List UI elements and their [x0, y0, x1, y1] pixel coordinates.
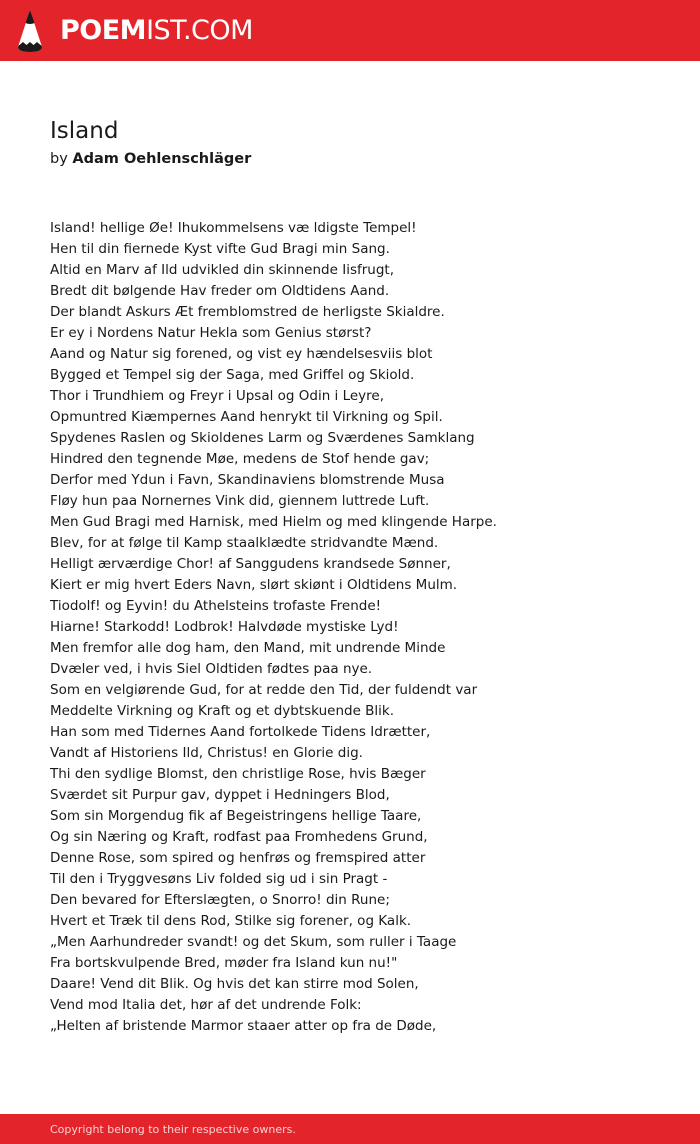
poem-line: Opmuntred Kiæmpernes Aand henrykt til Virkning og Spil.: [50, 409, 443, 425]
poem-line: Den bevared for Efterslægten, o Snorro! din Rune;: [50, 892, 390, 908]
site-footer: [0, 1114, 700, 1144]
poem-title: Island: [50, 118, 119, 144]
poem-line: Som en velgiørende Gud, for at redde den Tid, der fuldendt var: [50, 682, 478, 698]
poem-line: Kiert er mig hvert Eders Navn, slørt skiønt i Oldtidens Mulm.: [50, 577, 458, 593]
poem-body: [50, 218, 690, 1037]
poem-line: Som sin Morgendug fik af Begeistringens hellige Taare,: [50, 808, 422, 824]
poem-line: Men Gud Bragi med Harnisk, med Hielm og med klingende Harpe.: [50, 514, 497, 530]
poem-line: Hen til din fiernede Kyst vifte Gud Bragi min Sang.: [50, 241, 390, 257]
poem-line: Blev, for at følge til Kamp staalklædte stridvandte Mænd.: [50, 535, 439, 551]
poem-line: Fra bortskvulpende Bred, møder fra Island kun nu!": [50, 955, 398, 971]
poem-line: Helligt ærværdige Chor! af Sanggudens krandsede Sønner,: [50, 556, 451, 572]
poem-line: Daare! Vend dit Blik. Og hvis det kan stirre mod Solen,: [50, 976, 419, 992]
site-logo-link[interactable]: [17, 9, 253, 53]
poem-line: Hiarne! Starkodd! Lodbrok! Halvdøde mystiske Lyd!: [50, 619, 399, 635]
poem-line: Hvert et Træk til dens Rod, Stilke sig forener, og Kalk.: [50, 913, 412, 929]
poem-byline: [50, 149, 251, 169]
site-header: [0, 0, 700, 61]
poem-line: „Helten af bristende Marmor staaer atter op fra de Døde,: [50, 1018, 437, 1034]
poem-line: Hindred den tegnende Møe, medens de Stof hende gav;: [50, 451, 430, 467]
poem-line: Dvæler ved, i hvis Siel Oldtiden fødtes paa nye.: [50, 661, 373, 677]
poem-line: Er ey i Nordens Natur Hekla som Genius størst?: [50, 325, 372, 341]
poem-line: Bygged et Tempel sig der Saga, med Griffel og Skiold.: [50, 367, 415, 383]
poem-line: Thor i Trundhiem og Freyr i Upsal og Odin i Leyre,: [50, 388, 385, 404]
poem-line: Spydenes Raslen og Skioldenes Larm og Sværdenes Samklang: [50, 430, 475, 446]
poem-line: Derfor med Ydun i Favn, Skandinaviens blomstrende Musa: [50, 472, 445, 488]
poem-line: Altid en Marv af Ild udvikled din skinnende Iisfrugt,: [50, 262, 394, 278]
poem-line: Men fremfor alle dog ham, den Mand, mit undrende Minde: [50, 640, 446, 656]
pencil-tip-icon: [17, 9, 43, 53]
poem-line: Til den i Tryggvesøns Liv folded sig ud i sin Pragt -: [50, 871, 388, 887]
poem-line: Sværdet sit Purpur gav, dyppet i Hedningers Blod,: [50, 787, 390, 803]
copyright-text: Copyright belong to their respective owners.: [50, 1123, 296, 1136]
poem-line: Denne Rose, som spired og henfrøs og fremspired atter: [50, 850, 426, 866]
poem-line: Fløy hun paa Nornernes Vink did, giennem luttrede Luft.: [50, 493, 430, 509]
poem-line: Meddelte Virkning og Kraft og et dybtskuende Blik.: [50, 703, 395, 719]
poem-line: Aand og Natur sig forened, og vist ey hændelsesviis blot: [50, 346, 433, 362]
by-label: by: [50, 151, 68, 167]
site-logo-text: [60, 9, 253, 53]
poem-line: Bredt dit bølgende Hav freder om Oldtidens Aand.: [50, 283, 390, 299]
poem-line: Vend mod Italia det, hør af det undrende Folk:: [50, 997, 362, 1013]
logo-text-bold: POEM: [60, 15, 147, 46]
poem-line: Island! hellige Øe! Ihukommelsens væ ldigste Tempel!: [50, 220, 417, 236]
poem-line: Der blandt Askurs Æt fremblomstred de herligste Skialdre.: [50, 304, 445, 320]
poem-line: „Men Aarhundreder svandt! og det Skum, som ruller i Taage: [50, 934, 457, 950]
poem-line: Han som med Tidernes Aand fortolkede Tidens Idrætter,: [50, 724, 431, 740]
poem-line: Tiodolf! og Eyvin! du Athelsteins trofaste Frende!: [50, 598, 382, 614]
poem-line: Vandt af Historiens Ild, Christus! en Glorie dig.: [50, 745, 363, 761]
poem-line: Thi den sydlige Blomst, den christlige Rose, hvis Bæger: [50, 766, 426, 782]
poem-line: Og sin Næring og Kraft, rodfast paa Fromhedens Grund,: [50, 829, 428, 845]
logo-text-light: IST.COM: [146, 15, 253, 46]
poem-author: Adam Oehlenschläger: [72, 151, 252, 167]
